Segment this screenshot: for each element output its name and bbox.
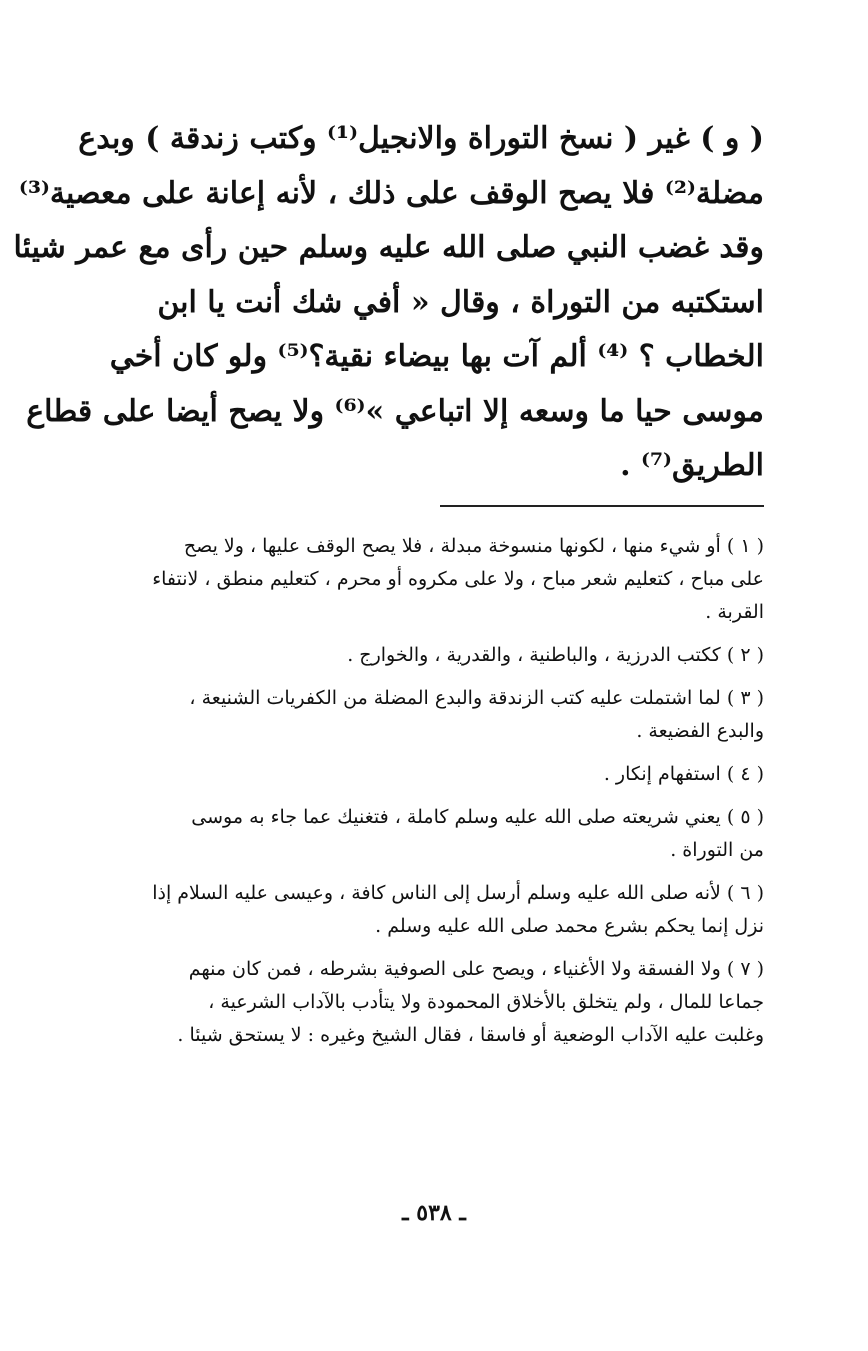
main-text-line: مضلة⁽²⁾ فلا يصح الوقف على ذلك ، لأنه إعانة على معصية⁽³⁾: [18, 175, 764, 211]
footnote-line: ( ٢ ) ككتب الدرزية ، والباطنية ، والقدرية ، والخوارج .: [347, 644, 764, 666]
footnote-line: ( ٧ ) ولا الفسقة ولا الأغنياء ، ويصح على الصوفية بشرطه ، فمن كان منهم: [188, 958, 764, 980]
main-text-line: وقد غضب النبي صلى الله عليه وسلم حين رأى مع عمر شيئا: [13, 230, 764, 265]
main-text-line: الخطاب ؟ ⁽⁴⁾ ألم آت بها بيضاء نقية؟⁽⁵⁾ ولو كان أخي: [109, 339, 764, 374]
footnote-6: [22, 877, 764, 943]
footnote-line: وغلبت عليه الآداب الوضعية أو فاسقا ، فقال الشيخ وغيره : لا يستحق شيئا .: [177, 1024, 764, 1046]
main-text-line: موسى حيا ما وسعه إلا اتباعي »⁽⁶⁾ ولا يصح أيضا على قطاع: [26, 393, 764, 429]
main-text-line: الطريق⁽⁷⁾ .: [620, 448, 764, 483]
footnote-line: ( ٤ ) استفهام إنكار .: [603, 763, 764, 785]
footnote-line: ( ٥ ) يعني شريعته صلى الله عليه وسلم كاملة ، فتغنيك عما جاء به موسى: [191, 806, 764, 828]
footnote-line: والبدع الفضيعة .: [636, 720, 764, 742]
footnote-line: على مباح ، كتعليم شعر مباح ، ولا على مكروه أو محرم ، كتعليم منطق ، لانتفاء: [152, 568, 764, 590]
footnotes: [22, 530, 764, 1062]
footnote-5: [22, 801, 764, 867]
footnote-3: [22, 682, 764, 748]
footnote-1: [22, 530, 764, 629]
footnote-line: القربة .: [705, 601, 764, 623]
main-text: [13, 112, 764, 494]
footnote-2: [22, 639, 764, 672]
main-text-line: ( و ) غير ( نسخ التوراة والانجيل⁽¹⁾ وكتب زندقة ) وبدع: [78, 121, 764, 156]
footnote-line: ( ٦ ) لأنه صلى الله عليه وسلم أرسل إلى الناس كافة ، وعيسى عليه السلام إذا: [152, 882, 764, 904]
footnote-line: من التوراة .: [670, 839, 764, 861]
footnote-4: [22, 758, 764, 791]
footnote-line: ( ١ ) أو شيء منها ، لكونها منسوخة مبدلة ، فلا يصح الوقف عليها ، ولا يصح: [183, 535, 764, 557]
footnote-line: ( ٣ ) لما اشتملت عليه كتب الزندقة والبدع المضلة من الكفريات الشنيعة ،: [189, 687, 764, 709]
footnote-line: جماعا للمال ، ولم يتخلق بالأخلاق المحمودة ولا يتأدب بالآداب الشرعية ،: [208, 991, 764, 1013]
main-text-line: استكتبه من التوراة ، وقال « أفي شك أنت يا ابن: [157, 284, 764, 320]
footnote-7: [22, 953, 764, 1052]
page-number: ـ ٥٣٨ ـ: [402, 1200, 466, 1226]
footnote-line: نزل إنما يحكم بشرع محمد صلى الله عليه وسلم .: [375, 915, 764, 937]
footnote-divider: [440, 505, 764, 507]
